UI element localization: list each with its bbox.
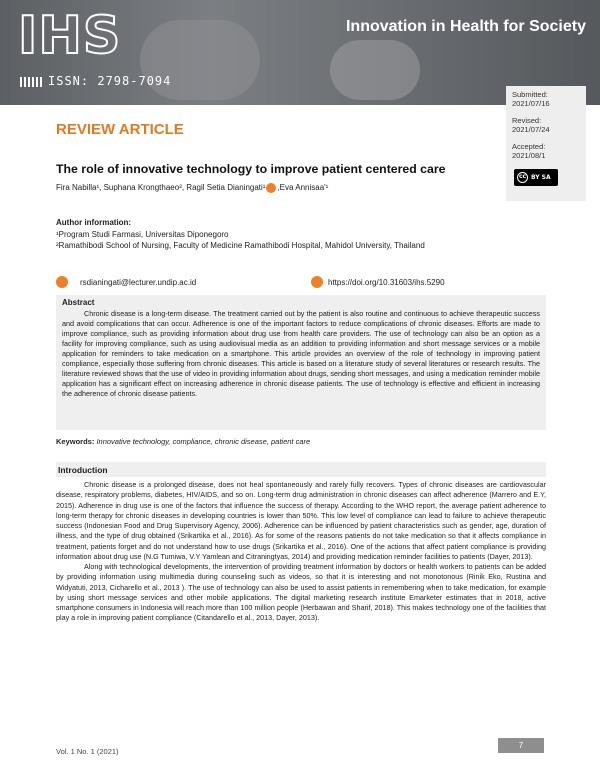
header-background-blur [140,20,260,100]
contact-row [56,276,544,292]
issn-text: ISSN: 2798-7094 [48,74,172,88]
journal-logo: IHS [18,6,122,66]
submitted-date: 2021/07/16 [512,99,550,108]
orcid-icon[interactable] [266,183,276,193]
intro-paragraph-2: Along with technological developments, the intervention of providing treatment information by doctors or health workers to patients can be added by providing information using multimedia during counseling such as videos, so that it is interesting and not monotonous (Rinik Eko, Rustina and Widyatuti, 2013, Cicharello et al., 2013 ). The use of technology can also be used to assist patients in remembering when to take medication, for example by using short message services and other mobile applications. The digital marketing research institute Emarketer estimates that in 2018, active smartphone consumers in Indonesia will reach more than 100 million people (Herbawan and Sharif, 2018). This makes technology one of the facilities that play a role in improving patient compliance (Citandarello et al., 2013, Dayer, 2013). [56,562,546,623]
barcode-icon [20,77,42,87]
header-background-blur [330,40,420,100]
keywords-text: Innovative technology, compliance, chronic disease, patient care [96,437,311,446]
author-info-heading: Author information: [56,218,132,227]
page-number: 7 [498,738,544,753]
accepted-date: 2021/08/1 [512,151,546,160]
doi-icon [311,276,323,288]
article-type: REVIEW ARTICLE [56,121,184,138]
abstract-section [56,295,546,430]
introduction-section [56,480,546,624]
keywords-label: Keywords: [56,437,95,446]
introduction-heading: Introduction [56,462,546,477]
email-link[interactable]: rsdianingati@lecturer.undip.ac.id [80,278,197,287]
authors [56,183,328,193]
authors-text-b: ,Eva Annisaa'¹ [277,183,329,193]
abstract-text: Chronic disease is a long-term disease. The treatment carried out by the patient is also routine and continuous to achieve therapeutic success and avoid complications that can occur. Adherence is one of the important factors to reduce complications of chronic diseases. Efforts are made to improve compliance, such as providing information about drug use from health care providers. The use of technology can also be an option as a facility for improving compliance, such as using audiovisual media as an addition to providing information and short message services or a mobile application for reminders to take medication on a smartphone. This article provides an overview of the role of technology in improving patient compliance, especially those suffering from chronic diseases. This article is based on a literature study of several literatures or research results. The literature reviewed shows that the use of video in providing information about drugs, sending short messages, and using a medication reminder mobile application has a significant effect on increasing adherence in chronic disease patients. The use of technology is effective and efficient in increasing the adherence of chronic disease patients. [62,309,540,398]
volume-footer: Vol. 1 No. 1 (2021) [56,747,119,756]
cc-icon: cc [517,172,528,183]
article-title: The role of innovative technology to improve patient centered care [56,162,446,176]
revised-date: 2021/07/24 [512,125,550,134]
revised-label: Revised: [512,116,542,125]
keywords [56,437,310,446]
doi-link[interactable]: https://doi.org/10.31603/ihs.5290 [328,278,445,287]
accepted-label: Accepted: [512,142,546,151]
mail-icon [56,276,68,288]
journal-name: Innovation in Health for Society [345,18,586,35]
intro-paragraph-1: Chronic disease is a prolonged disease, does not heal spontaneously and rarely fully recovers. Types of chronic diseases are cardiovascular disease, respiratory problems, diabetes, HIV/AIDS, and so on. Long-term drug administration in chronic diseases can affect adherence (Marrero and E.Y, 2015). Adherence in drug use is one of the factors that influence the success of therapy. According to the WHO report, the average patient adherence to long-term therapy for chronic diseases in developing countries is lower than 50%. This low level of compliance can lead to failure to achieve therapeutic success (Indonesian Food and Drug Supervisory Agency, 2006). Adherence can be influenced by patient characteristics such as gender, age, duration of illness, and the type of drug obtained (Srikartika et al., 2016). As for some of the reasons patients do not take medication so that it affects compliance in treatment, patients forget and do not understand how to use drugs (Srikartika et al., 2016). One of the actions that affect patient compliance is providing information about drug use (N.G Tumiwa, V.Y Yamlean and Citraningtyas, 2014) and providing medication reminder facilities to patients (Dayer, 2013). [56,480,546,561]
license-text: BY SA [531,174,551,181]
submitted-label: Submitted: [512,90,548,99]
affiliation-2: ²Ramathibodi School of Nursing, Faculty of Medicine Ramathibodi Hospital, Mahidol University, Thailand [56,241,425,250]
cc-license-badge[interactable] [514,169,558,186]
affiliation-1: ¹Program Studi Farmasi, Universitas Diponegoro [56,230,229,239]
abstract-heading: Abstract [62,298,95,307]
authors-text-a: Fira Nabilla¹, Suphana Krongthaeo², Ragil Setia Dianingati¹ [56,183,266,193]
issn [20,74,171,88]
